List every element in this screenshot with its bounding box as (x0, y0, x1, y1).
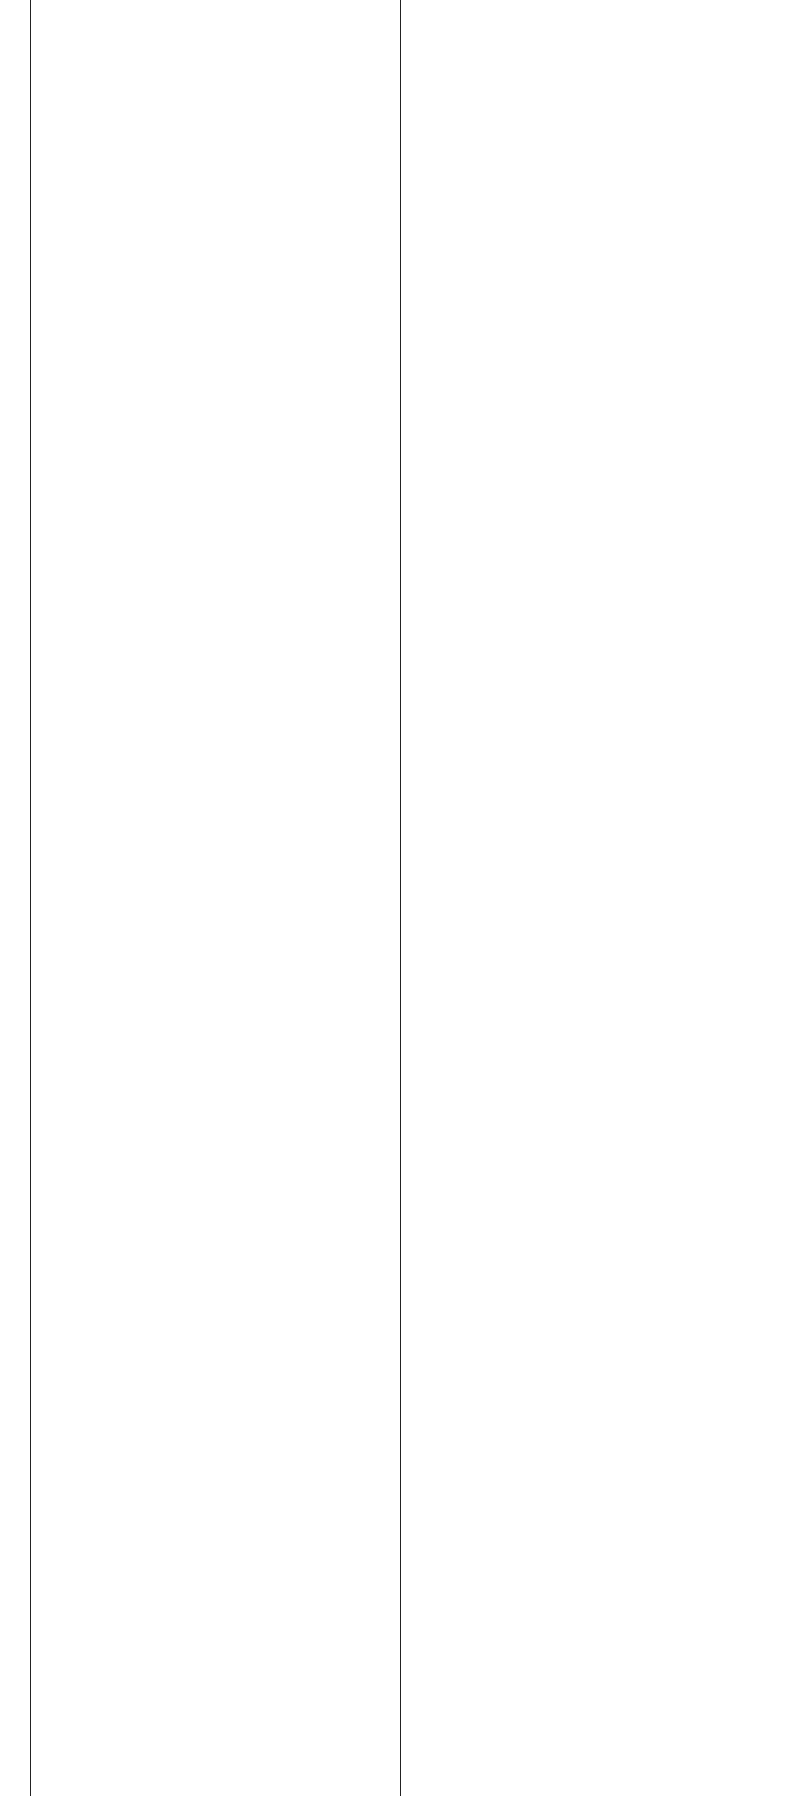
column-rule (400, 0, 401, 1796)
column-rule (30, 0, 31, 1796)
left-column-fragment (0, 0, 30, 1796)
